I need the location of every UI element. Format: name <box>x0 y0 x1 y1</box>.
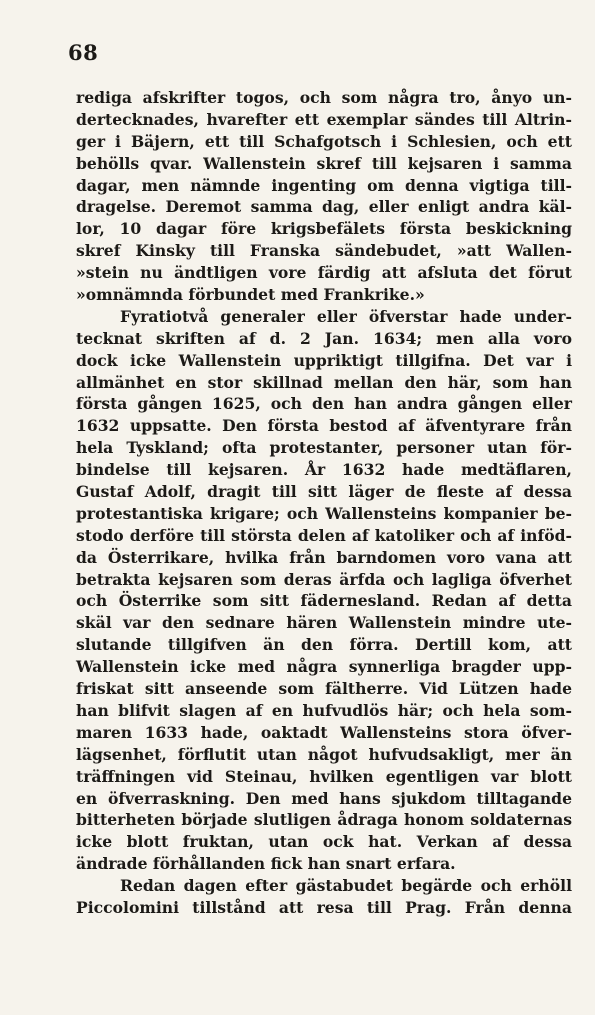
text-line: 1632 uppsatte. Den första bestod af äfventyrare från <box>76 416 572 436</box>
text-line: Gustaf Adolf, dragit till sitt läger de fleste af dessa <box>76 482 572 502</box>
text-line: rediga afskrifter togos, och som några tro, ånyo un- <box>76 88 572 107</box>
text-line: ändrade förhållanden fick han snart erfara. <box>76 854 456 874</box>
text-line: bitterheten började slutligen ådraga honom soldaternas <box>76 810 572 830</box>
text-line: dagar, men nämnde ingenting om denna vigtiga till- <box>76 175 572 195</box>
text-line: en öfverraskning. Den med hans sjukdom tilltagande <box>76 788 572 808</box>
text-line: första gången 1625, och den han andra gången eller <box>76 394 572 414</box>
text-line: dertecknades, hvarefter ett exemplar sändes till Altrin- <box>76 109 572 129</box>
text-line: icke blott fruktan, utan ock hat. Verkan af dessa <box>76 832 572 852</box>
text-line: skref Kinsky till Franska sändebudet, »att Wallen- <box>76 241 572 261</box>
text-line: protestantiska krigare; och Wallensteins kompanier be- <box>76 503 572 523</box>
text-line: lägsenhet, förflutit utan något hufvudsakligt, mer än <box>76 744 572 764</box>
text-line: behölls qvar. Wallenstein skref till kejsaren i samma <box>76 153 572 173</box>
text-line: Redan dagen efter gästabudet begärde och erhöll <box>120 876 572 896</box>
text-line: dragelse. Deremot samma dag, eller enligt andra käl- <box>76 197 572 217</box>
text-line: hela Tyskland; ofta protestanter, personer utan för- <box>76 438 572 458</box>
text-line: Piccolomini tillstånd att resa till Prag. Från denna <box>76 897 572 917</box>
text-line: »omnämnda förbundet med Frankrike.» <box>76 285 425 305</box>
text-line: tecknat skriften af d. 2 Jan. 1634; men alla voro <box>76 328 572 348</box>
text-line: ger i Bäjern, ett till Schafgotsch i Schlesien, och ett <box>76 131 572 151</box>
text-line: han blifvit slagen af en hufvudlös här; och hela som- <box>76 700 572 720</box>
text-line: friskat sitt anseende som fältherre. Vid Lützen hade <box>76 679 572 699</box>
text-line: dock icke Wallenstein uppriktigt tillgifna. Det var i <box>76 350 572 370</box>
text-line: maren 1633 hade, oaktadt Wallensteins stora öfver- <box>76 722 572 742</box>
text-line: betrakta kejsaren som deras ärfda och lagliga öfverhet <box>76 569 572 589</box>
text-line: bindelse till kejsaren. År 1632 hade medtäflaren, <box>76 460 572 480</box>
text-line: träffningen vid Steinau, hvilken egentligen var blott <box>76 766 572 786</box>
text-line: slutande tillgifven än den förra. Dertill kom, att <box>76 635 572 655</box>
text-line: »stein nu ändtligen vore färdig att afsluta det förut <box>76 263 572 283</box>
text-line: Wallenstein icke med några synnerliga bragder upp- <box>76 657 572 677</box>
text-line: lor, 10 dagar före krigsbefälets första beskickning <box>76 219 572 239</box>
text-line: da Österrikare, hvilka från barndomen voro vana att <box>76 547 572 567</box>
text-line: och Österrike som sitt fädernesland. Redan af detta <box>76 591 572 611</box>
page-number: 68 <box>68 40 99 65</box>
text-line: allmänhet en stor skillnad mellan den här, som han <box>76 372 572 392</box>
text-line: stodo derföre till största delen af katoliker och af inföd- <box>76 525 572 545</box>
body-text <box>76 87 572 919</box>
text-line: Fyratiotvå generaler eller öfverstar hade under- <box>120 306 572 326</box>
text-line: skäl var den sednare hären Wallenstein mindre ute- <box>76 613 572 633</box>
